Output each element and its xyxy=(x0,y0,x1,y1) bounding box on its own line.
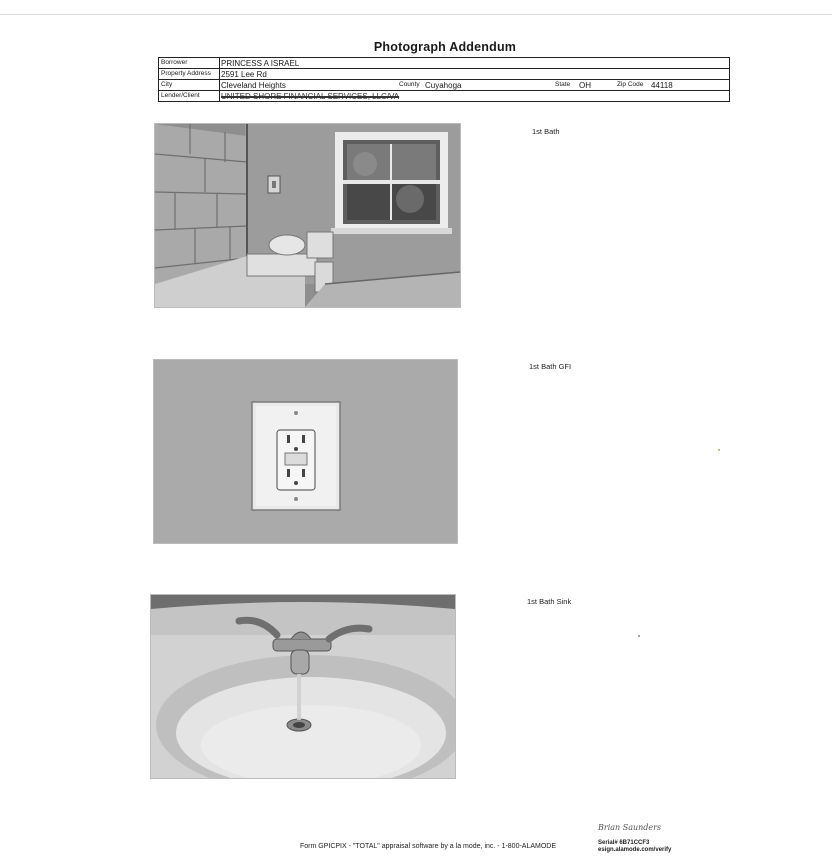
form-footer: Form GPICPIX - "TOTAL" appraisal software by a la mode, inc. - 1-800-ALAMODE xyxy=(300,843,557,850)
zip-value: 44118 xyxy=(651,81,673,90)
state-value: OH xyxy=(579,81,591,90)
lender-row xyxy=(159,91,729,101)
property-address-row xyxy=(159,69,729,80)
county-label: County xyxy=(399,81,420,88)
serial-line-2: esign.alamode.com/verify xyxy=(598,847,672,853)
property-address-label: Property Address xyxy=(159,69,220,79)
sink-image xyxy=(151,595,455,778)
scan-speck xyxy=(718,449,720,451)
photo-gfi-outlet xyxy=(153,359,458,544)
lender-label: Lender/Client xyxy=(159,91,220,101)
borrower-label: Borrower xyxy=(159,58,220,68)
bathroom-image xyxy=(155,124,460,307)
city-label: City xyxy=(159,80,220,90)
header-table xyxy=(158,57,730,102)
borrower-value: PRINCESS A ISRAEL xyxy=(221,59,300,68)
photo-bathroom xyxy=(154,123,461,308)
borrower-row xyxy=(159,58,729,69)
property-address-value: 2591 Lee Rd xyxy=(221,70,267,79)
state-label: State xyxy=(555,81,571,88)
appraiser-signature: Brian Saunders xyxy=(598,823,662,832)
scan-edge-line xyxy=(0,14,832,15)
scan-speck xyxy=(638,635,640,637)
gfi-outlet-image xyxy=(154,360,457,543)
serial-number xyxy=(598,840,671,854)
page-title: Photograph Addendum xyxy=(373,40,517,54)
city-row xyxy=(159,80,729,91)
caption-photo-3: 1st Bath Sink xyxy=(527,597,572,606)
serial-line-1: Serial# 6B71CCF3 xyxy=(598,840,650,846)
photo-sink xyxy=(150,594,456,779)
caption-photo-2: 1st Bath GFI xyxy=(529,362,572,371)
county-value: Cuyahoga xyxy=(425,81,462,90)
city-value: Cleveland Heights xyxy=(221,81,286,90)
lender-value: UNITED SHORE FINANCIAL SERVICES, LLC/VA xyxy=(221,92,400,101)
caption-photo-1: 1st Bath xyxy=(532,127,560,136)
zip-label: Zip Code xyxy=(617,81,644,88)
